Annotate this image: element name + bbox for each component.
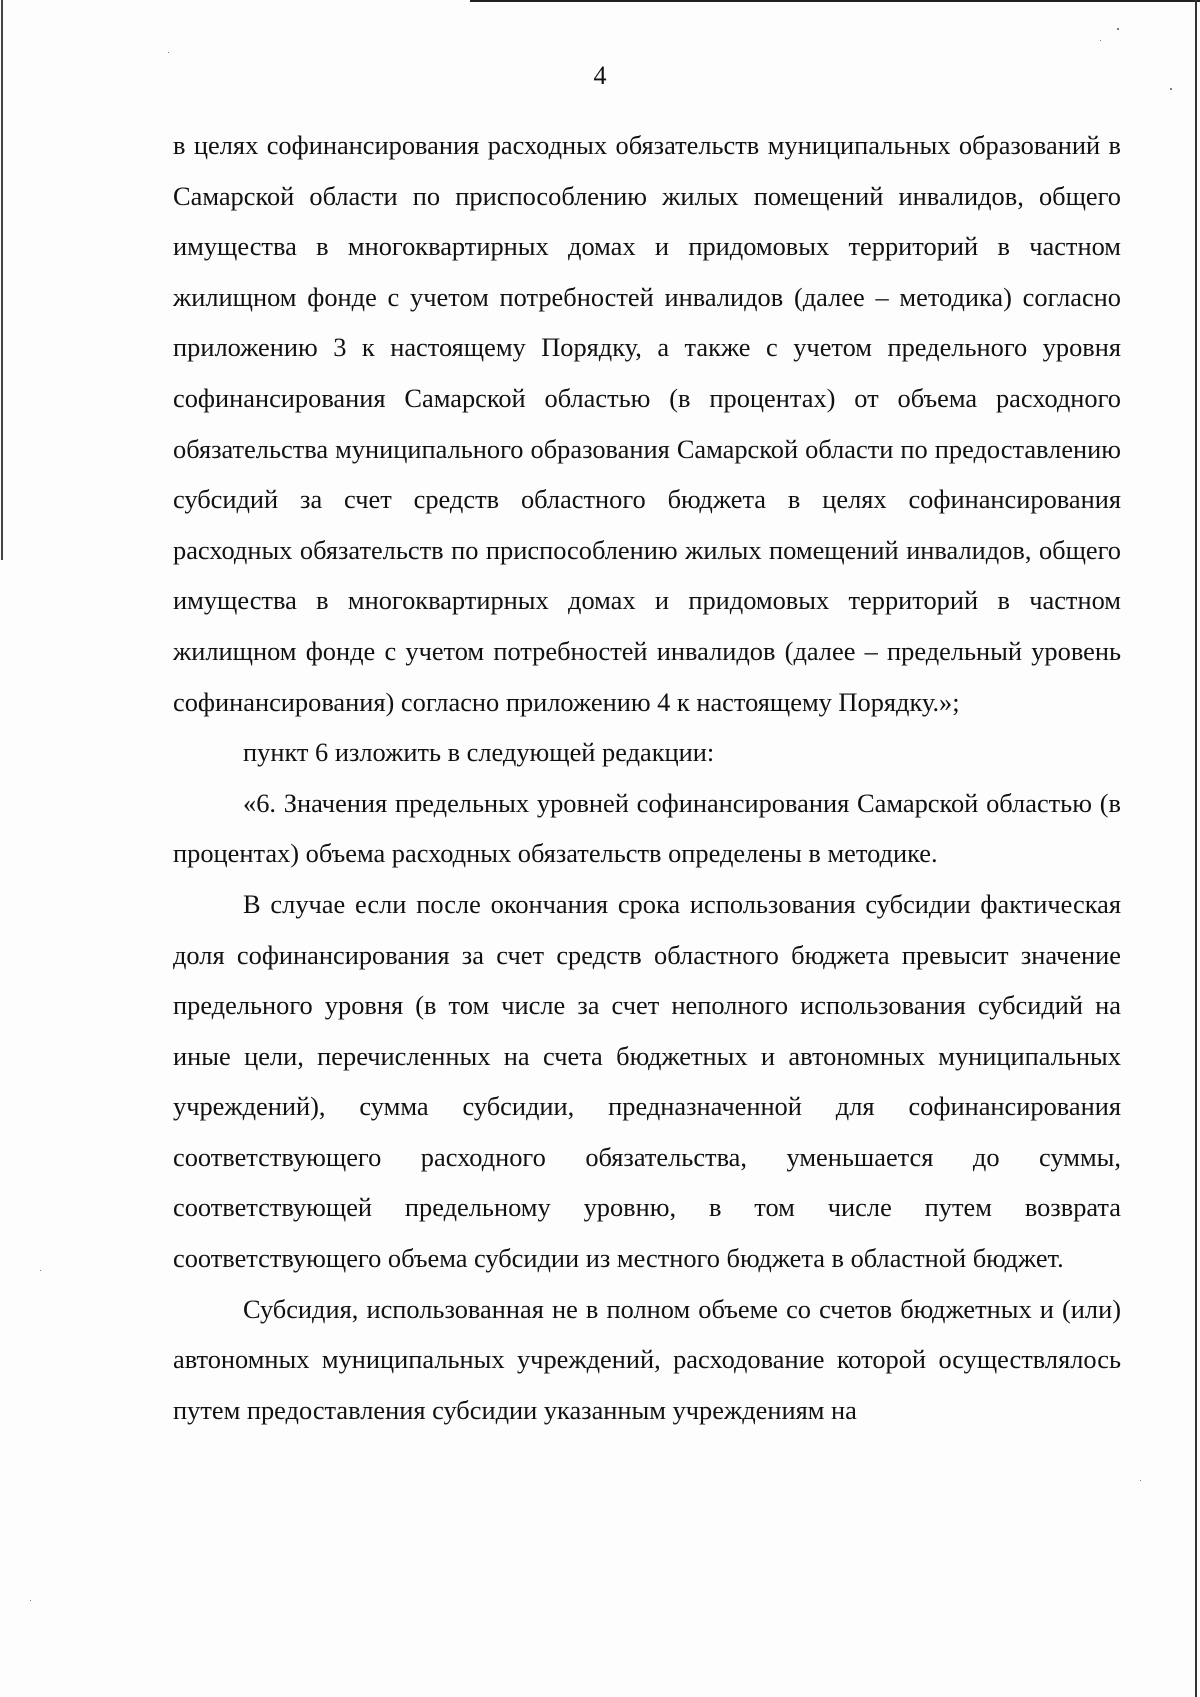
paragraph-amendment-instruction: пункт 6 изложить в следующей редакции: bbox=[243, 737, 715, 768]
scan-speck bbox=[1140, 1480, 1141, 1481]
scan-edge-right bbox=[1195, 0, 1197, 1697]
paragraph-clause-6: «6. Значения предельных уровней софинансирования Самарской областью (в процентах) объема расходных обязательств определены в методике. bbox=[173, 787, 1121, 869]
scan-speck bbox=[40, 1270, 41, 1271]
scan-speck bbox=[1117, 28, 1119, 30]
paragraph-continuation: в целях софинансирования расходных обязательств муниципальных образований в Самарской области по приспособлению жилых помещений инвалидов, общего имущества в многоквартирных домах и придомовых территорий в частном жилищном фонде с учетом потребностей инвалидов (далее – методика) согласно приложению 3 к настоящему Порядку, а также с учетом предельного уровня софинансирования Самарской областью (в процентах) от объема расходного обязательства муниципального образования Самарской области по предоставлению субсидий за счет средств областного бюджета в целях софинансирования расходных обязательств по приспособлению жилых помещений инвалидов, общего имущества в многоквартирных домах и придомовых территорий в частном жилищном фонде с учетом потребностей инвалидов (далее – предельный уровень софинансирования) согласно приложению 4 к настоящему Порядку.»; bbox=[173, 130, 1121, 717]
page-number: 4 bbox=[593, 61, 607, 90]
scan-speck bbox=[30, 1600, 31, 1601]
document-body bbox=[173, 120, 1121, 1435]
paragraph-subsidy-unused: Субсидия, использованная не в полном объеме со счетов бюджетных и (или) автономных муниципальных учреждений, расходование которой осуществлялось путем предоставления субсидии указанным учреждениям на bbox=[173, 1293, 1121, 1425]
paragraph-subsidy-reduction: В случае если после окончания срока использования субсидии фактическая доля софинансирования за счет средств областного бюджета превысит значение предельного уровня (в том числе за счет неполного использования субсидий на иные цели, перечисленных на счета бюджетных и автономных муниципальных учреждений), сумма субсидии, предназначенной для софинансирования соответствующего расходного обязательства, уменьшается до суммы, соответствующей предельному уровню, в том числе путем возврата соответствующего объема субсидии из местного бюджета в областной бюджет. bbox=[173, 888, 1121, 1274]
scan-speck bbox=[1100, 40, 1101, 41]
scan-edge-top bbox=[470, 0, 1200, 2]
scan-speck bbox=[168, 52, 169, 53]
